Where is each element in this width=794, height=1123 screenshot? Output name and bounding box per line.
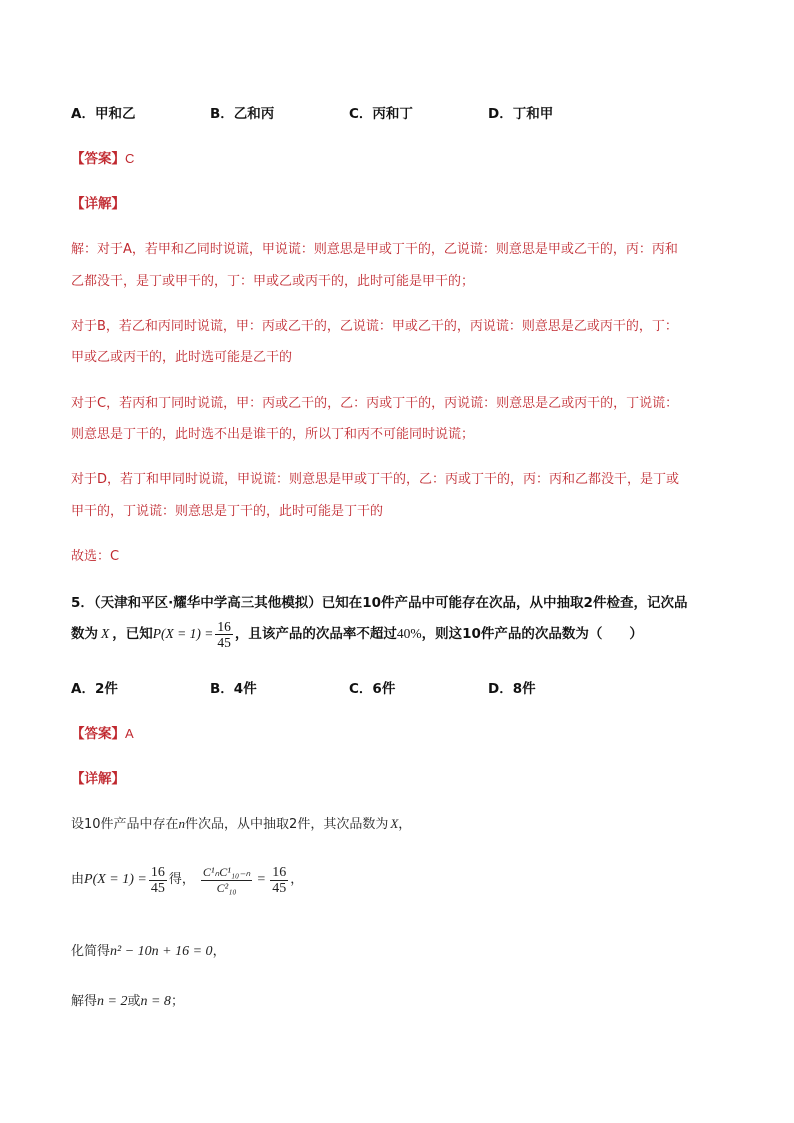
q5-answer: [71, 722, 134, 742]
q4-option-c: C．丙和丁: [349, 106, 413, 122]
q5-option-d: D．8件: [488, 681, 536, 697]
q5-solution-line-4: 解得n = 2或n = 8；: [71, 994, 184, 1009]
q4-detail-label: 【详解】: [71, 196, 125, 212]
q5-solution-line-3: 化简得n² − 10n + 16 = 0，: [71, 944, 226, 959]
q4-solution-line-4: 甲或乙或丙干的，此时选可能是乙干的: [71, 350, 293, 365]
q4-conclusion: 故选：C: [71, 549, 120, 564]
q5-solution-line-2: 由P(X = 1) = $\frac{16}{45}$ 得， $\frac{\text{C¹ₙC¹₁₀₋ₙ}}{\text{C²₁₀}}$ = $\frac{16}{45}$ ，: [71, 864, 304, 896]
q4-solution-line-2: 乙都没干，是丁或甲干的，丁：甲或乙或丙干的，此时可能是甲干的；: [71, 274, 475, 289]
q4-solution-line-1: 解：对于A，若甲和乙同时说谎，甲说谎：则意思是甲或丁干的，乙说谎：则意思是甲或乙干的，丙：丙和: [71, 242, 678, 257]
q4-solution-line-5: 对于C，若丙和丁同时说谎，甲：丙或乙干的，乙：丙或丁干的，丙说谎：则意思是乙或丙干的，丁说谎：: [71, 396, 679, 411]
solution-fraction-1: $\frac{16}{45}$: [150, 864, 165, 896]
q4-solution-line-8: 甲干的，丁说谎：则意思是丁干的，此时可能是丁干的: [71, 504, 384, 519]
q4-option-a: A．甲和乙: [71, 106, 136, 122]
answer-label: 【答案】: [71, 151, 125, 167]
answer-value: C: [125, 151, 135, 166]
answer-value: A: [125, 726, 134, 741]
q4-solution-line-3: 对于B，若乙和丙同时说谎，甲：丙或乙干的，乙说谎：甲或乙干的，丙说谎：则意思是乙或丙干的，丁：: [71, 319, 678, 334]
q4-answer: [71, 147, 134, 167]
solution-fraction-2: $\frac{16}{45}$: [272, 864, 287, 896]
q5-solution-line-1: 设10件产品中存在n件次品，从中抽取2件，其次品数为 X，: [71, 816, 412, 832]
q4-option-d: D．丁和甲: [488, 106, 554, 122]
q5-option-a: A．2件: [71, 681, 118, 697]
q5-stem-line-2: 数为 X ，已知P(X = 1) = $\frac{16}{45}$ ，且该产品的次品率不超过40%，则这10件产品的次品数为（ ）: [71, 618, 643, 650]
q5-option-b: B．4件: [210, 681, 257, 697]
q5-stem-line-1: 5．（天津和平区·耀华中学高三其他模拟）已知在10件产品中可能存在次品，从中抽取2件检查，记次品: [71, 595, 688, 611]
q4-solution-line-7: 对于D，若丁和甲同时说谎，甲说谎：则意思是甲或丁干的，乙：丙或丁干的，丙：丙和乙都没干，是丁或: [71, 472, 680, 487]
q5-fraction: $\frac{16}{45}$: [217, 618, 231, 650]
q5-option-c: C．6件: [349, 681, 396, 697]
q4-option-b: B．乙和丙: [210, 106, 275, 122]
q4-solution-line-6: 则意思是丁干的，此时选不出是谁干的，所以丁和丙不可能同时说谎；: [71, 427, 475, 442]
q5-detail-label: 【详解】: [71, 771, 125, 787]
combination-fraction: $\frac{\text{C¹ₙC¹₁₀₋ₙ}}{\text{C²₁₀}}$: [202, 864, 251, 895]
answer-label: 【答案】: [71, 726, 125, 742]
